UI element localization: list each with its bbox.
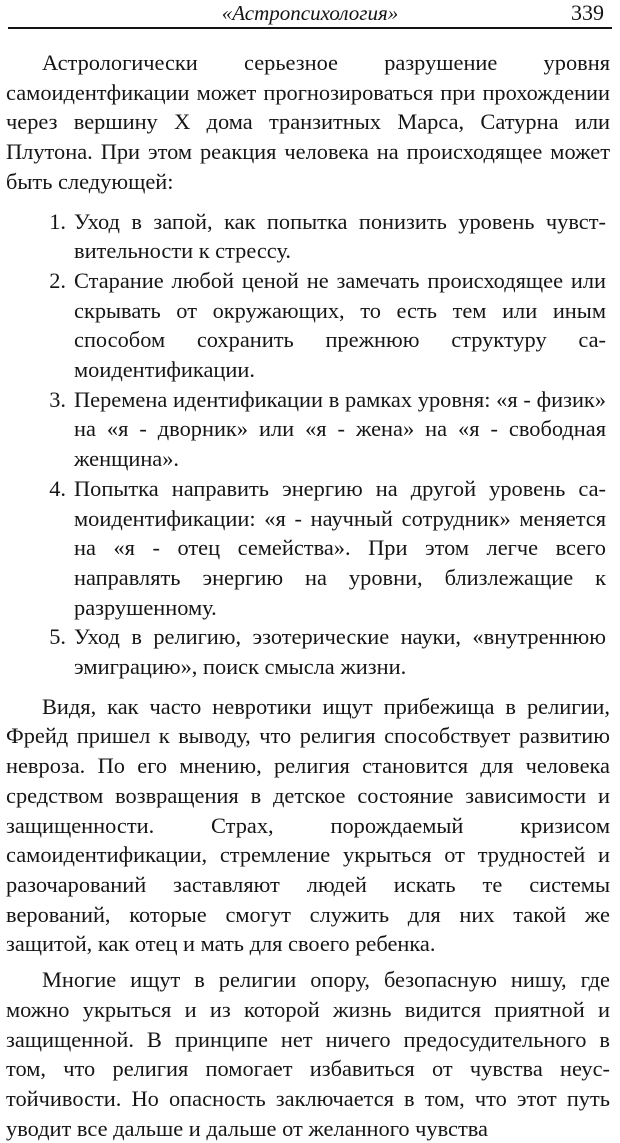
list-item-text: Попытка направить энергию на другой уровень самоидентификации: «я - научный сотрудник» меняется на «я - отец семейства». При этом легче всего направлять энергию на уровни, близлежащие к разрушенному. [74, 475, 606, 620]
running-title: «Астропсихология» [221, 1, 399, 25]
header-rule [8, 27, 612, 29]
reactions-list [6, 207, 610, 682]
intro-paragraph: Астрологически серьезное разрушение уровня самоидентфикации может прогнозироваться при прохождении через вершину X дома транзитных Марса, Сатурна или Плутона. При этом реакция человека на происходящее может быть следующей: [6, 50, 610, 194]
freud-paragraph: Видя, как часто невротики ищут прибежища в религии, Фрейд пришел к выводу, что религия способствует развитию невроза. По его мнению, религия становится для человека средством возвращения в детское состояние зависимости и защищенности. Страх, порождаемый кризисом самоидентификации, стремление укрыться от трудностей и разочарований заставляют людей искать те системы верований, которые смогут служить для них такой же защитой, как отец и мать для своего ребенка. [6, 693, 610, 957]
list-item [6, 385, 610, 474]
page-body [6, 48, 610, 1143]
list-item-text: Уход в запой, как попытка понизить уровень чувствительности к стрессу. [74, 208, 606, 264]
list-item-number: 3. [49, 386, 66, 412]
list-item [6, 266, 610, 385]
list-item [6, 207, 610, 266]
page-header [8, 0, 612, 28]
list-item-number: 1. [49, 208, 66, 234]
list-item-text: Перемена идентификации в рамках уровня: «я - физик» на «я - дворник» или «я - жена» на «я - свободная женщина». [74, 386, 606, 472]
list-item-number: 2. [49, 267, 66, 293]
list-item-number: 5. [49, 624, 66, 650]
list-item-number: 4. [49, 475, 66, 501]
closing-paragraph: Многие ищут в религии опору, безопасную нишу, где можно укрыться и из которой жизнь видится приятной и защищенной. В принципе нет ничего предосудительного в том, что религия помогает избавиться от чувства неустойчивости. Но опасность заключается в том, что этот путь уводит все дальше и дальше от желанного чувства [6, 967, 610, 1141]
page-number: 339 [571, 0, 604, 25]
list-item-text: Уход в религию, эзотерические науки, «внутреннюю эмиграцию», поиск смысла жизни. [74, 624, 606, 680]
list-item-text: Старание любой ценой не замечать происходящее или скрывать от окружающих, то есть тем или иным способом сохранить прежнюю структуру самоидентификации. [74, 267, 606, 383]
list-item [6, 622, 610, 681]
list-item [6, 474, 610, 623]
